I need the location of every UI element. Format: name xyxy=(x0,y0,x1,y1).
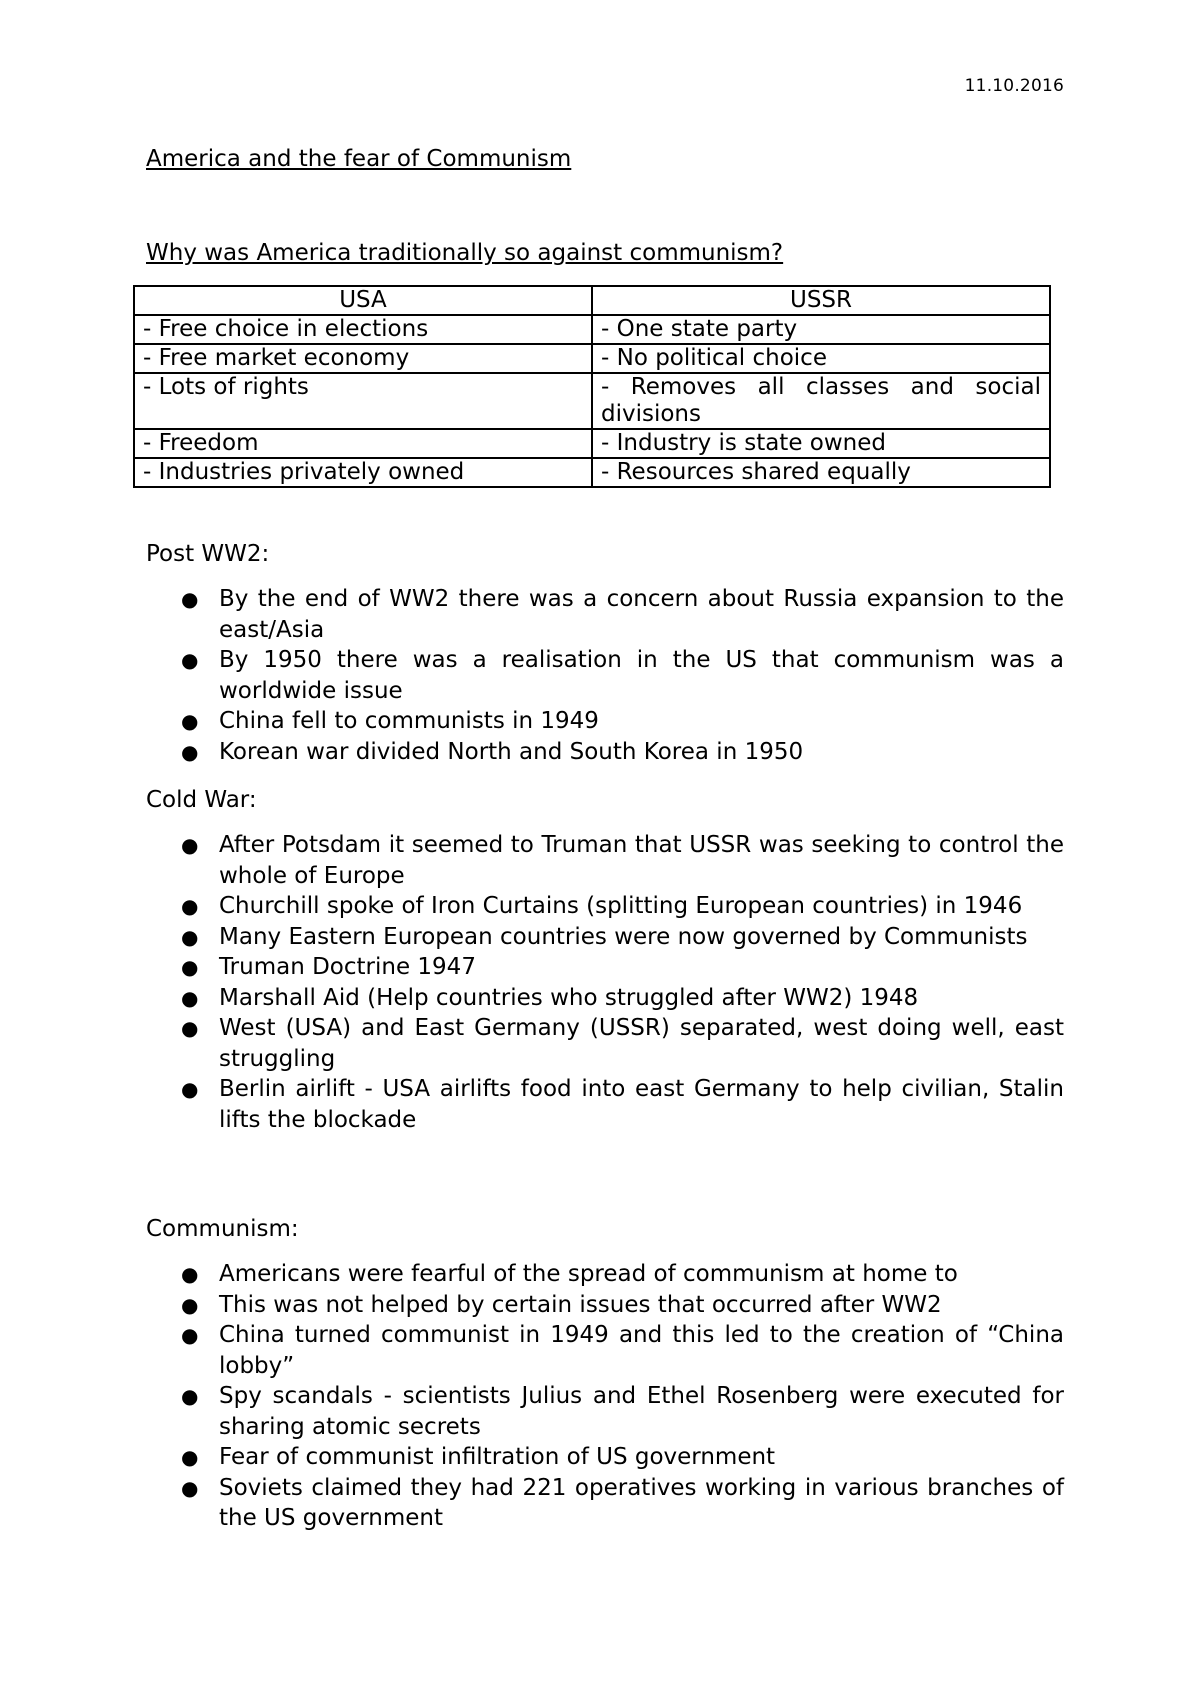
page-title: America and the fear of Communism xyxy=(146,146,572,172)
list-item-text: China turned communist in 1949 and this led to the creation of “China lobby” xyxy=(219,1322,1064,1379)
list-item xyxy=(146,891,1064,922)
bullet-icon: ● xyxy=(181,709,199,733)
list-item xyxy=(146,1442,1064,1473)
list-item-text: By 1950 there was a realisation in the US that communism was a worldwide issue xyxy=(219,647,1064,704)
bullet-icon: ● xyxy=(181,648,199,672)
document-date: 11.10.2016 xyxy=(964,76,1064,96)
table-cell-usa: - Freedom xyxy=(134,429,592,458)
bullet-icon: ● xyxy=(181,985,199,1010)
bullet-list xyxy=(146,1259,1064,1534)
table-cell-usa: - Free choice in elections xyxy=(134,315,592,344)
bullet-list xyxy=(146,830,1064,1135)
list-item-text: Fear of communist infiltration of US government xyxy=(219,1444,776,1470)
bullet-icon: ● xyxy=(181,894,199,918)
list-item xyxy=(146,830,1064,891)
section-cold-war xyxy=(146,786,1064,1135)
list-item-text: Korean war divided North and South Korea in 1950 xyxy=(219,738,804,765)
table-cell-usa: - Industries privately owned xyxy=(134,458,592,487)
list-item xyxy=(146,1473,1064,1534)
list-item xyxy=(146,1013,1064,1074)
table-row xyxy=(134,429,1050,458)
comparison-table xyxy=(133,285,1051,488)
bullet-icon: ● xyxy=(181,1475,199,1500)
list-item-text: West (USA) and East Germany (USSR) separated, west doing well, east struggling xyxy=(219,1015,1064,1072)
section-heading: Cold War: xyxy=(146,787,257,813)
bullet-icon: ● xyxy=(181,587,199,611)
list-item-text: By the end of WW2 there was a concern about Russia expansion to the east/Asia xyxy=(219,586,1064,643)
section-communism xyxy=(146,1215,1064,1534)
list-item-text: Berlin airlift - USA airlifts food into east Germany to help civilian, Stalin lifts the blockade xyxy=(219,1076,1064,1133)
table-cell-usa: - Lots of rights xyxy=(134,373,592,429)
list-item-text: Marshall Aid (Help countries who struggled after WW2) 1948 xyxy=(219,984,919,1011)
list-item-text: Americans were fearful of the spread of communism at home to xyxy=(219,1261,958,1287)
list-item xyxy=(146,983,1064,1014)
table-cell-ussr: - Industry is state owned xyxy=(592,429,1050,458)
list-item xyxy=(146,1290,1064,1321)
bullet-icon: ● xyxy=(181,1292,199,1317)
list-item xyxy=(146,706,1064,737)
list-item xyxy=(146,1320,1064,1381)
bullet-icon: ● xyxy=(181,1016,199,1040)
bullet-icon: ● xyxy=(181,1384,199,1408)
bullet-icon: ● xyxy=(181,1077,199,1101)
section-heading: Communism: xyxy=(146,1216,299,1242)
table-cell-ussr: - One state party xyxy=(592,315,1050,344)
table-row xyxy=(134,344,1050,373)
list-item xyxy=(146,1074,1064,1135)
bullet-icon: ● xyxy=(181,739,199,764)
list-item-text: China fell to communists in 1949 xyxy=(219,708,599,734)
list-item xyxy=(146,645,1064,706)
bullet-icon: ● xyxy=(181,924,199,949)
table-cell-ussr: - Removes all classes and social divisions xyxy=(592,373,1050,429)
bullet-list xyxy=(146,584,1064,767)
bullet-icon: ● xyxy=(181,955,199,979)
section-post-ww2 xyxy=(146,540,1064,767)
list-item xyxy=(146,952,1064,983)
table-cell-ussr: - Resources shared equally xyxy=(592,458,1050,487)
bullet-icon: ● xyxy=(181,1445,199,1469)
bullet-icon: ● xyxy=(181,1323,199,1347)
list-item-text: Many Eastern European countries were now governed by Communists xyxy=(219,923,1028,950)
table-row xyxy=(134,315,1050,344)
table-header-ussr: USSR xyxy=(592,286,1050,315)
table-row xyxy=(134,373,1050,429)
section-question: Why was America traditionally so against communism? xyxy=(146,240,784,266)
table-cell-ussr: - No political choice xyxy=(592,344,1050,373)
table-row xyxy=(134,458,1050,487)
list-item-text: After Potsdam it seemed to Truman that USSR was seeking to control the whole of Europe xyxy=(219,832,1064,889)
list-item xyxy=(146,1259,1064,1290)
table-header-row xyxy=(134,286,1050,315)
bullet-icon: ● xyxy=(181,833,199,857)
table-header-usa: USA xyxy=(134,286,592,315)
list-item xyxy=(146,737,1064,768)
list-item-text: Soviets claimed they had 221 operatives working in various branches of the US government xyxy=(219,1474,1064,1531)
list-item xyxy=(146,1381,1064,1442)
section-heading: Post WW2: xyxy=(146,541,270,567)
list-item-text: This was not helped by certain issues that occurred after WW2 xyxy=(219,1291,942,1318)
list-item xyxy=(146,922,1064,953)
list-item-text: Spy scandals - scientists Julius and Ethel Rosenberg were executed for sharing atomic secrets xyxy=(219,1383,1064,1440)
table-cell-usa: - Free market economy xyxy=(134,344,592,373)
list-item-text: Churchill spoke of Iron Curtains (splitting European countries) in 1946 xyxy=(219,893,1023,919)
list-item-text: Truman Doctrine 1947 xyxy=(219,954,476,980)
list-item xyxy=(146,584,1064,645)
bullet-icon: ● xyxy=(181,1262,199,1286)
